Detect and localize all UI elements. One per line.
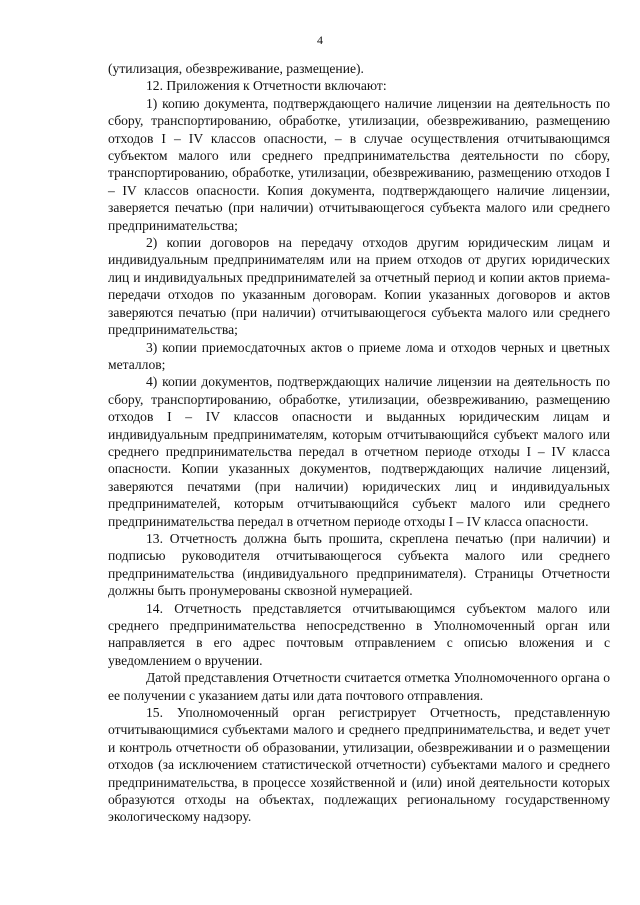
paragraph-13: 13. Отчетность должна быть прошита, скреплена печатью (при наличии) и подписью руководителя отчитывающегося субъекта малого или среднего предпринимательства (индивидуального предпринимателя). Страницы Отчетности должны быть пронумерованы сквозной нумерацией. (108, 530, 610, 599)
paragraph-12-item-2: 2) копии договоров на передачу отходов другим юридическим лицам и индивидуальным предпринимателям или на прием отходов от других юридических лиц и индивидуальных предпринимателей за отчетный период и копии актов приема-передачи отходов по указанным договорам. Копии указанных договоров и актов заверяются печатью (при наличии) отчитывающегося субъекта малого или среднего предпринимательства; (108, 235, 610, 338)
paragraph-12-item-3: 3) копии приемосдаточных актов о приеме лома и отходов черных и цветных металлов; (108, 339, 610, 372)
document-body (108, 60, 610, 826)
paragraph-12-item-4: 4) копии документов, подтверждающих наличие лицензии на деятельность по сбору, транспортированию, обработке, утилизации, обезвреживанию, размещению отходов I – IV классов опасности и выданных юридическим лицам и индивидуальным предпринимателям, которым отчитывающийся субъект малого или среднего предпринимательства передал в отчетном периоде отходы I – IV класса опасности. Копии указанных документов, подтверждающих наличие лицензий, заверяются печатями (при наличии) юридических лиц и индивидуальных предпринимателей, которым отчитывающийся субъект малого или среднего предпринимательства передал в отчетном периоде отходы I – IV класса опасности. (108, 374, 610, 529)
paragraph-continuation: (утилизация, обезвреживание, размещение). (108, 61, 364, 76)
paragraph-12: 12. Приложения к Отчетности включают: (146, 78, 387, 94)
paragraph-14: 14. Отчетность представляется отчитывающимся субъектом малого или среднего предпринимательства непосредственно в Уполномоченный орган или направляется в его адрес почтовым отправлением с описью вложения и с уведомлением о вручении. (108, 600, 610, 668)
paragraph-14-date: Датой представления Отчетности считается отметка Уполномоченного органа о ее получении с указанием даты или дата почтового отправления. (108, 670, 610, 703)
paragraph-12-item-1: 1) копию документа, подтверждающего наличие лицензии на деятельность по сбору, транспортированию, обработке, утилизации, обезвреживанию, размещению отходов I – IV классов опасности, – в случае осуществления отчитывающимся субъектом малого или среднего предпринимательства деятельности по сбору, транспортированию, обработке, утилизации, обезвреживанию, размещению отходов I – IV классов опасности. Копия документа, подтверждающего наличие лицензии, заверяется печатью (при наличии) отчитывающегося субъекта малого или среднего предпринимательства; (108, 95, 610, 233)
page-number: 4 (317, 33, 323, 47)
paragraph-15: 15. Уполномоченный орган регистрирует Отчетность, представленную отчитывающимися субъектами малого и среднего предпринимательства, и ведет учет и контроль отчетности об образовании, утилизации, обезвреживании и о размещении отходов (за исключением статистической отчетности) субъектами малого и среднего предпринимательства, в процессе хозяйственной и (или) иной деятельности которых образуются отходы на объектах, подлежащих региональному государственному экологическому надзору. (108, 705, 610, 825)
